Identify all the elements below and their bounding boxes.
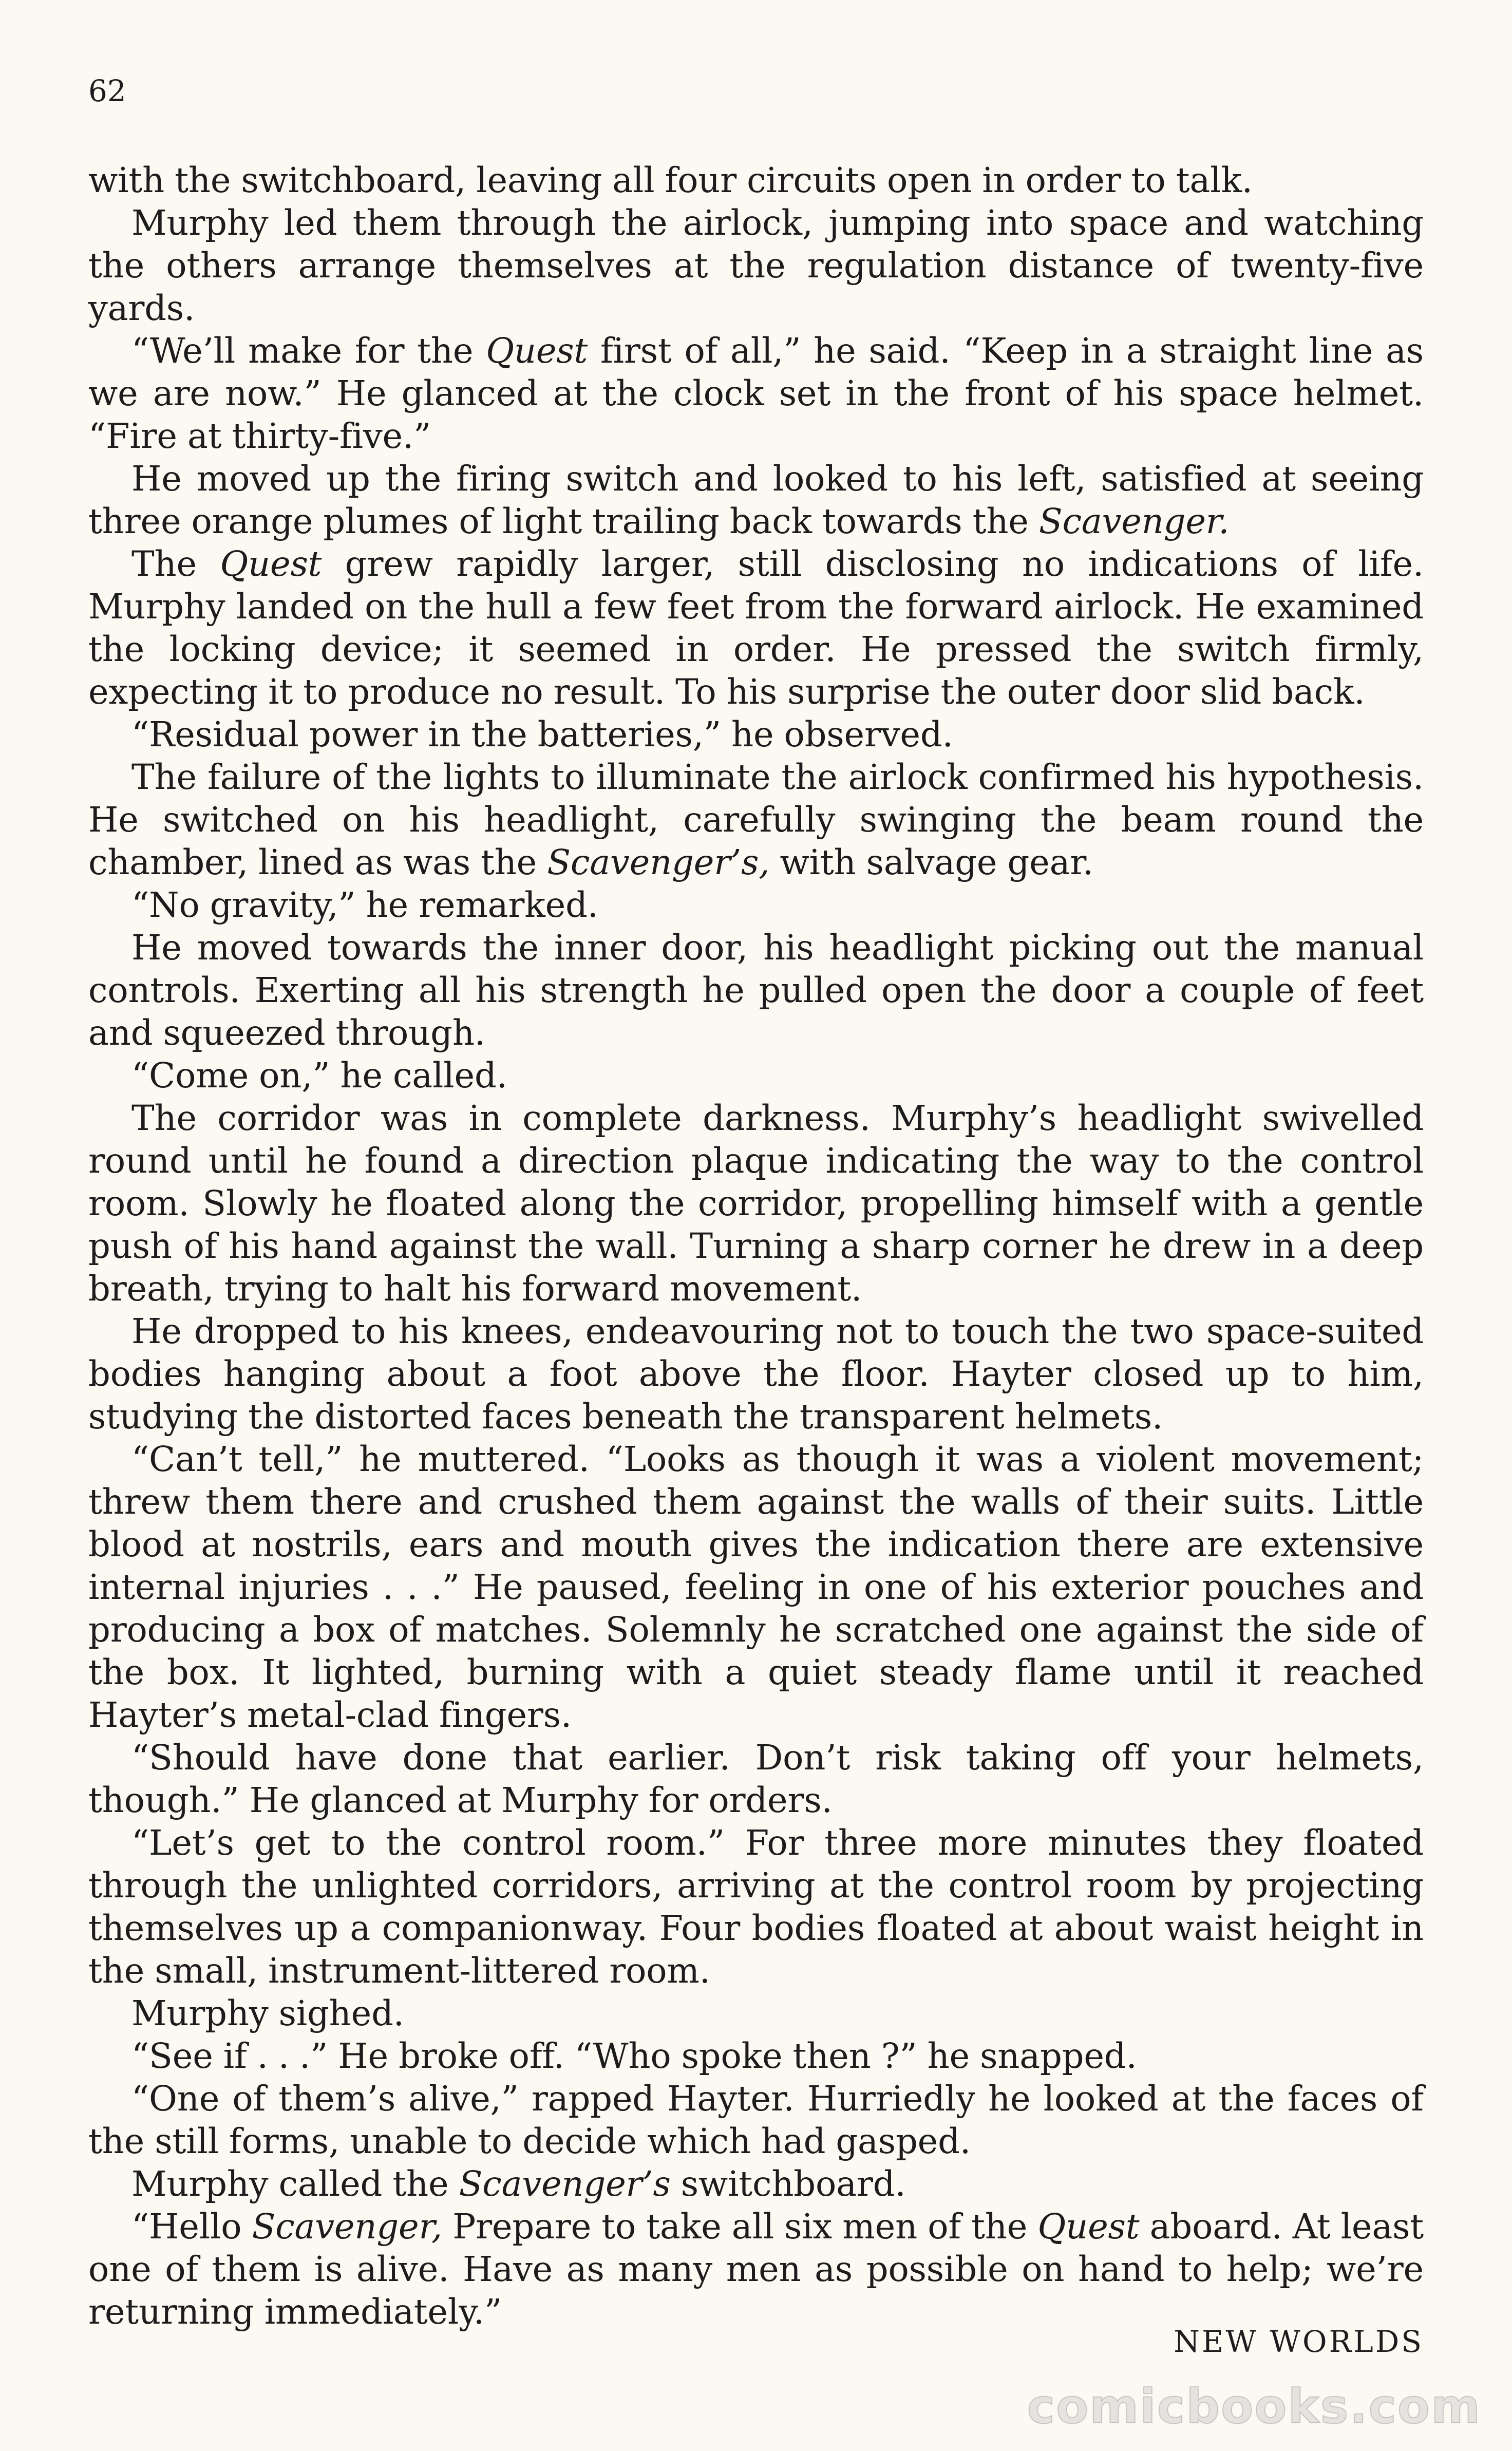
text-run: Murphy called the [131,2164,459,2204]
paragraph [88,543,1424,713]
text-run: “Hello [131,2207,252,2247]
text-run: Prepare to take all six men of the [442,2207,1038,2247]
paragraph [88,1822,1424,1992]
magazine-title: NEW WORLDS [1174,2324,1424,2359]
paragraph [88,927,1424,1054]
text-run: “Residual power in the batteries,” he observed. [131,714,953,755]
paragraph [88,202,1424,330]
italic-text: Scavenger’s [459,2164,671,2204]
text-run: “Can’t tell,” he muttered. “Looks as though it was a violent movement; threw them there and crushed them against the walls of their suits. Little blood at nostrils, ears and mouth gives the indication there are extensive internal injuries . . .” He paused, feeling in one of his exterior pouches and producing a box of matches. Solemnly he scratched one against the side of the box. It lighted, burning with a quiet steady flame until it reached Hayter’s metal-clad fingers. [88,1439,1424,1735]
text-run: “We’ll make for the [131,331,486,371]
text-run: grew rapidly larger, still disclosing no indications of life. Murphy landed on the hull a few feet from the forward airlock. He examined the locking device; it seemed in order. He pressed the switch firmly, expecting it to produce no result. To his surprise the outer door slid back. [88,544,1424,712]
paragraph [88,884,1424,927]
text-run: first of all,” he said. “Keep in a straight line as we are now.” He glanced at the clock set in the front of his space helmet. “Fire at thirty-five.” [88,331,1424,456]
text-run: Murphy led them through the airlock, jumping into space and watching the others arrange themselves at the regulation distance of twenty-five yards. [88,203,1424,328]
text-run: “Come on,” he called. [131,1055,507,1096]
paragraph [88,1737,1424,1822]
italic-text: Scavenger, [252,2207,443,2247]
paragraph [88,2078,1424,2163]
paragraph [88,713,1424,756]
text-run: Murphy sighed. [131,1993,404,2033]
text-run: “See if . . .” He broke off. “Who spoke then ?” he snapped. [131,2036,1137,2076]
italic-text: Scavenger. [1038,501,1230,541]
text-run: The failure of the lights to illuminate the airlock confirmed his hypothesis. He switched on his headlight, carefully swinging the beam round the chamber, lined as was the [88,757,1424,882]
text-run: He moved towards the inner door, his headlight picking out the manual controls. Exerting all his strength he pulled open the door a couple of feet and squeezed through. [88,928,1424,1053]
text-run: He moved up the firing switch and looked to his left, satisfied at seeing three orange plumes of light trailing back towards the [88,459,1424,541]
text-run: The [131,544,220,584]
paragraph [88,1438,1424,1737]
text-run: “Should have done that earlier. Don’t risk taking off your helmets, though.” He glanced at Murphy for orders. [88,1738,1424,1820]
text-run: “No gravity,” he remarked. [131,885,598,925]
story-text [88,159,1424,2333]
page-number: 62 [88,73,126,108]
italic-text: Scavenger’s, [547,842,770,882]
paragraph [88,2035,1424,2078]
paragraph [88,159,1424,202]
watermark-logo: comicbooks.com [1027,2379,1481,2434]
paragraph [88,1054,1424,1097]
text-run: The corridor was in complete darkness. Murphy’s headlight swivelled round until he found a direction plaque indicating the way to the control room. Slowly he floated along the corridor, propelling himself with a gentle push of his hand against the wall. Turning a sharp corner he drew in a deep breath, trying to halt his forward movement. [88,1098,1424,1309]
text-run: switchboard. [670,2164,906,2204]
paragraph [88,1097,1424,1310]
text-run: He dropped to his knees, endeavouring not to touch the two space-suited bodies hanging about a foot above the floor. Hayter closed up to him, studying the distorted faces beneath the transparent helmets. [88,1311,1424,1437]
italic-text: Quest [1037,2207,1140,2247]
text-run: “Let’s get to the control room.” For three more minutes they floated through the unlighted corridors, arriving at the control room by projecting themselves up a companionway. Four bodies floated at about waist height in the small, instrument-littered room. [88,1823,1424,1991]
paragraph [88,1310,1424,1438]
text-run: “One of them’s alive,” rapped Hayter. Hurriedly he looked at the faces of the still forms, unable to decide which had gasped. [88,2079,1424,2161]
paragraph [88,1992,1424,2035]
text-run: aboard. At least one of them is alive. Have as many men as possible on hand to help; we’re returning immediately.” [88,2207,1424,2332]
paragraph [88,756,1424,884]
italic-text: Quest [220,544,322,584]
italic-text: Quest [486,331,588,371]
paragraph [88,2205,1424,2333]
paragraph [88,2163,1424,2205]
text-run: with salvage gear. [769,842,1093,882]
text-run: with the switchboard, leaving all four circuits open in order to talk. [88,160,1253,200]
paragraph [88,458,1424,543]
paragraph [88,330,1424,458]
